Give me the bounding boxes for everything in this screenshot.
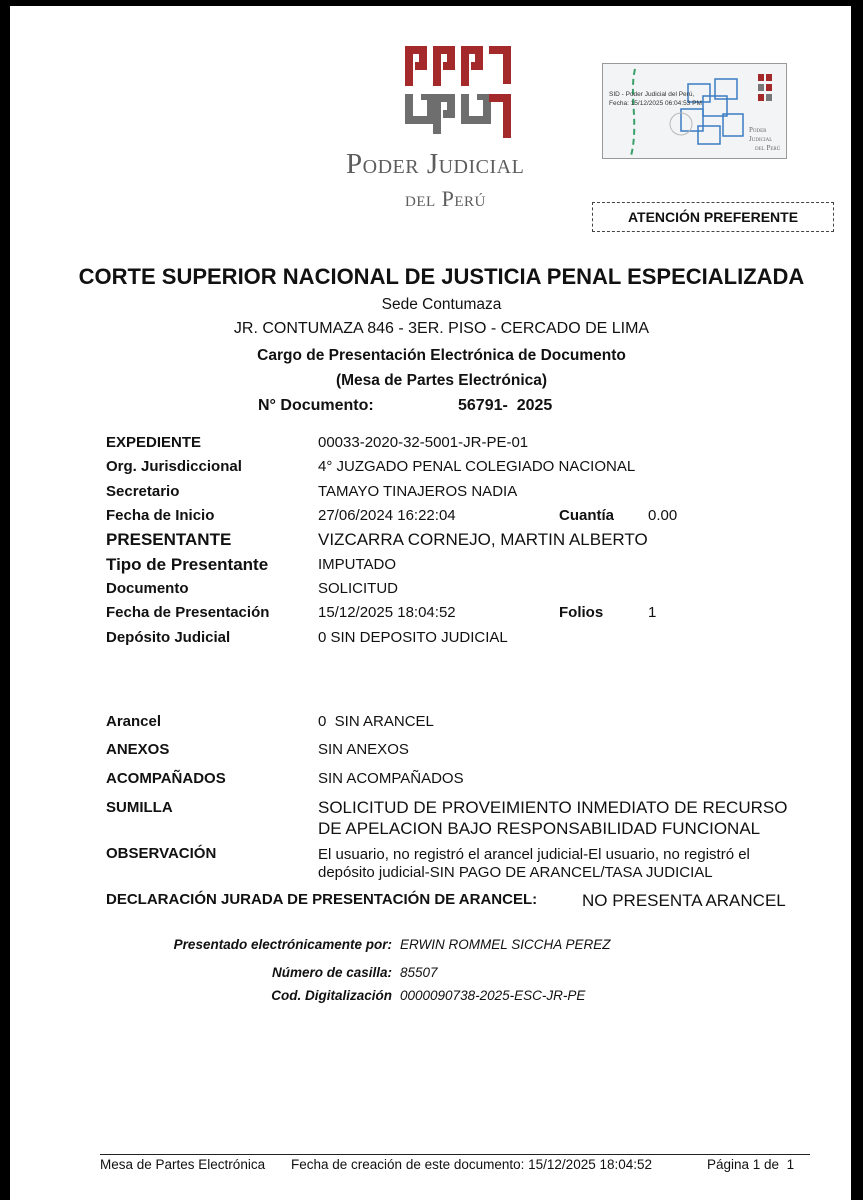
court-heading: CORTE SUPERIOR NACIONAL DE JUSTICIA PENAL ESPECIALIZADA (78, 264, 805, 289)
document-subtitle: (Mesa de Partes Electrónica) (335, 372, 548, 389)
observacion-line2: depósito judicial-SIN PAGO DE ARANCEL/TASA JUDICIAL (318, 864, 713, 881)
fecha-presentacion-value: 15/12/2025 18:04:52 (318, 604, 456, 621)
sumilla-line1: SOLICITUD DE PROVEIMIENTO INMEDIATO DE RECURSO (318, 798, 788, 817)
tipo-presentante-value: IMPUTADO (318, 556, 397, 573)
anexos-label: ANEXOS (106, 741, 170, 758)
logo-line2: del Perú (405, 186, 486, 211)
sumilla-line2: DE APELACION BAJO RESPONSABILIDAD FUNCIONAL (318, 819, 761, 838)
digital-signature-stamp (602, 63, 787, 159)
fecha-inicio-value: 27/06/2024 16:22:04 (318, 507, 456, 524)
declaracion-label: DECLARACIÓN JURADA DE PRESENTACIÓN DE ARANCEL: (106, 891, 538, 908)
cuantia-label: Cuantía (559, 507, 615, 524)
presentante-value: VIZCARRA CORNEJO, MARTIN ALBERTO (318, 530, 648, 549)
anexos-value: SIN ANEXOS (318, 741, 409, 758)
acompanados-value: SIN ACOMPAÑADOS (318, 770, 464, 787)
declaracion-value: NO PRESENTA ARANCEL (582, 891, 786, 910)
org-value: 4° JUZGADO PENAL COLEGIADO NACIONAL (318, 458, 636, 475)
deposito-value: 0 SIN DEPOSITO JUDICIAL (318, 629, 508, 646)
sede-name: Sede Contumaza (381, 296, 502, 313)
folios-label: Folios (559, 604, 604, 621)
cuantia-value: 0.00 (648, 507, 678, 524)
expediente-label: EXPEDIENTE (106, 434, 202, 451)
atencion-preferente-box: ATENCIÓN PREFERENTE (592, 202, 834, 232)
observacion-label: OBSERVACIÓN (106, 845, 217, 862)
court-address: JR. CONTUMAZA 846 - 3ER. PISO - CERCADO DE LIMA (233, 320, 650, 337)
tipo-presentante-label: Tipo de Presentante (106, 555, 269, 574)
fecha-presentacion-label: Fecha de Presentación (106, 604, 270, 621)
sumilla-label: SUMILLA (106, 799, 173, 816)
documento-label: Documento (106, 580, 189, 597)
poder-judicial-logo-icon (405, 44, 511, 140)
casilla-value: 85507 (400, 965, 438, 980)
observacion-line1: El usuario, no registró el arancel judicial-El usuario, no registró el (318, 846, 750, 863)
secretario-label: Secretario (106, 483, 180, 500)
org-label: Org. Jurisdiccional (106, 458, 242, 475)
stamp-brand1: Poder Judicial (749, 126, 773, 143)
presentado-value: ERWIN ROMMEL SICCHA PEREZ (400, 937, 611, 952)
arancel-value: 0 SIN ARANCEL (318, 713, 434, 730)
document-number-label: N° Documento: (258, 397, 374, 414)
casilla-label: Número de casilla: (271, 965, 392, 980)
cod-digitalizacion-label: Cod. Digitalización (271, 988, 392, 1003)
footer-page-number: Página 1 de 1 (707, 1157, 795, 1172)
secretario-value: TAMAYO TINAJEROS NADIA (318, 483, 518, 500)
acompanados-label: ACOMPAÑADOS (106, 770, 226, 787)
footer-creation-date: Fecha de creación de este documento: 15/12/2025 18:04:52 (291, 1157, 653, 1172)
logo-line1: Poder Judicial (346, 148, 525, 180)
footer-left: Mesa de Partes Electrónica (100, 1157, 266, 1172)
presentante-label: PRESENTANTE (106, 530, 232, 549)
footer-divider (100, 1154, 810, 1155)
document-number: 56791- 2025 (458, 397, 553, 414)
stamp-line2: Fecha: 15/12/2025 06:04:53 PM (609, 100, 702, 107)
documento-value: SOLICITUD (318, 580, 399, 597)
arancel-label: Arancel (106, 713, 162, 730)
presentado-label: Presentado electrónicamente por: (173, 937, 392, 952)
stamp-brand2: del Perú (755, 144, 781, 152)
folios-value: 1 (648, 604, 657, 621)
expediente-value: 00033-2020-32-5001-JR-PE-01 (318, 434, 529, 451)
cod-digitalizacion-value: 0000090738-2025-ESC-JR-PE (400, 988, 586, 1003)
deposito-label: Depósito Judicial (106, 629, 231, 646)
document-page (10, 6, 851, 1200)
stamp-line1: SID - Poder Judicial del Perú, (609, 91, 695, 98)
fecha-inicio-label: Fecha de Inicio (106, 507, 215, 524)
document-title: Cargo de Presentación Electrónica de Documento (257, 347, 626, 364)
